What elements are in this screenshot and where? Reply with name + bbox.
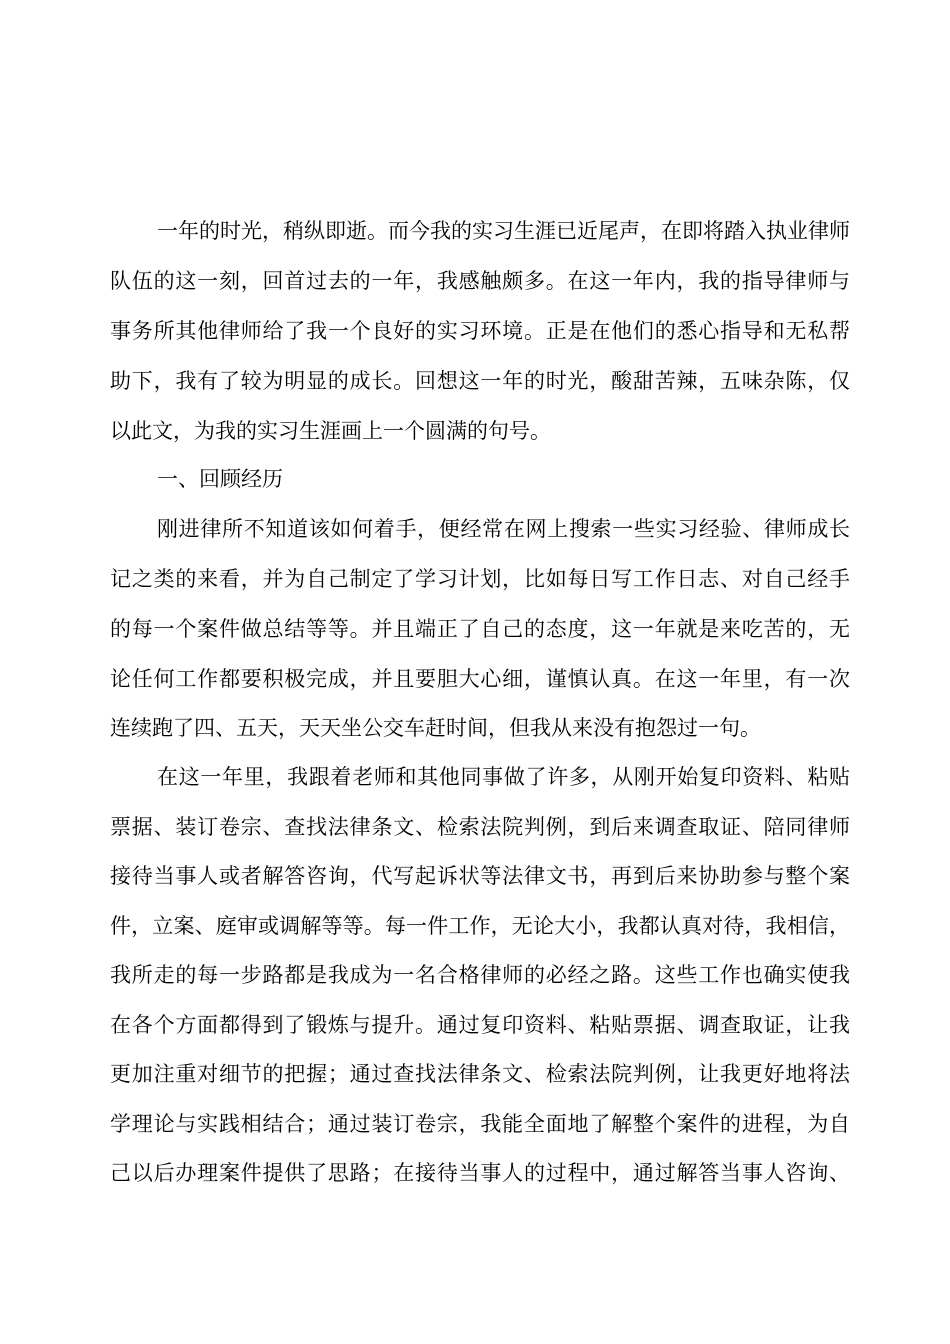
paragraph-1-line-1: 一年的时光，稍纵即逝。而今我的实习生涯已近尾声，在即将踏入执业律师 <box>157 219 850 243</box>
paragraph-3-line-2: 票据、装订卷宗、查找法律条文、检索法院判例，到后来调查取证、陪同律师 <box>110 815 850 839</box>
paragraph-1-line-4: 助下，我有了较为明显的成长。回想这一年的时光，酸甜苦辣，五味杂陈，仅 <box>110 369 850 393</box>
paragraph-2-line-2: 记之类的来看，并为自己制定了学习计划，比如每日写工作日志、对自己经手 <box>110 567 850 591</box>
paragraph-1-line-5: 以此文，为我的实习生涯画上一个圆满的句号。 <box>110 419 551 443</box>
paragraph-2-line-3: 的每一个案件做总结等等。并且端正了自己的态度，这一年就是来吃苦的，无 <box>110 617 850 641</box>
paragraph-2-line-5: 连续跑了四、五天，天天坐公交车赶时间，但我从来没有抱怨过一句。 <box>110 716 761 740</box>
paragraph-3-line-7: 更加注重对细节的把握；通过查找法律条文、检索法院判例，让我更好地将法 <box>110 1062 850 1086</box>
paragraph-2-line-1: 刚进律所不知道该如何着手，便经常在网上搜索一些实习经验、律师成长 <box>157 517 850 541</box>
paragraph-3-line-3: 接待当事人或者解答咨询，代写起诉状等法律文书，再到后来协助参与整个案 <box>110 864 850 888</box>
paragraph-3-line-1: 在这一年里，我跟着老师和其他同事做了许多，从刚开始复印资料、粘贴 <box>157 765 850 789</box>
paragraph-3-line-4: 件，立案、庭审或调解等等。每一件工作，无论大小，我都认真对待，我相信， <box>110 914 850 938</box>
paragraph-2-line-4: 论任何工作都要积极完成，并且要胆大心细，谨慎认真。在这一年里，有一次 <box>110 667 850 691</box>
paragraph-3-line-6: 在各个方面都得到了锻炼与提升。通过复印资料、粘贴票据、调查取证，让我 <box>110 1013 850 1037</box>
paragraph-3-line-9: 己以后办理案件提供了思路；在接待当事人的过程中，通过解答当事人咨询、 <box>110 1161 850 1185</box>
section-heading: 一、回顾经历 <box>157 467 283 491</box>
paragraph-3-line-5: 我所走的每一步路都是我成为一名合格律师的必经之路。这些工作也确实使我 <box>110 963 850 987</box>
paragraph-3-line-8: 学理论与实践相结合；通过装订卷宗，我能全面地了解整个案件的进程，为自 <box>110 1112 850 1136</box>
paragraph-1-line-3: 事务所其他律师给了我一个良好的实习环境。正是在他们的悉心指导和无私帮 <box>110 319 850 343</box>
paragraph-1-line-2: 队伍的这一刻，回首过去的一年，我感触颇多。在这一年内，我的指导律师与 <box>110 269 850 293</box>
